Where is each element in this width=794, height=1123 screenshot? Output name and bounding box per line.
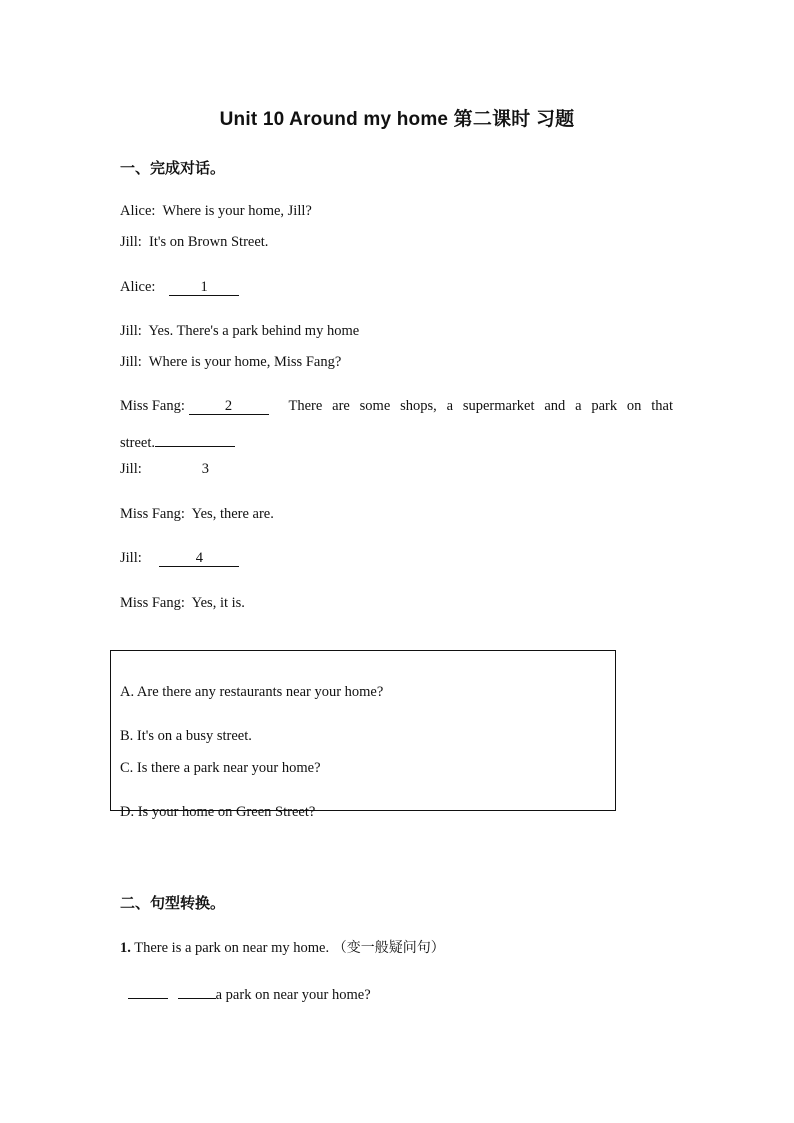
dialogue-line-7 — [120, 430, 235, 452]
question-1-answer — [128, 982, 371, 1004]
answer-blank-q1-a[interactable] — [128, 982, 168, 999]
dialogue-line-4 — [120, 323, 359, 340]
option-b: B. It's on a busy street. — [120, 728, 252, 744]
question-number: 1. — [120, 940, 131, 956]
line-text: Yes, it is. — [191, 595, 245, 611]
dialogue-line-11 — [120, 595, 245, 612]
page-title: Unit 10 Around my home 第二课时 习题 — [219, 109, 575, 130]
dialogue-line-6 — [120, 398, 673, 415]
speaker: Alice: — [120, 279, 156, 295]
speaker: Jill: — [120, 550, 142, 566]
dialogue-line-5 — [120, 354, 341, 371]
question-1 — [120, 937, 445, 957]
speaker: Jill: — [120, 234, 142, 250]
speaker: Miss Fang: — [120, 398, 185, 414]
speaker: Miss Fang: — [120, 506, 185, 522]
dialogue-line-10 — [120, 550, 239, 567]
question-instruction: （变一般疑问句） — [332, 940, 445, 956]
speaker: Alice: — [120, 203, 156, 219]
line-text: It's on Brown Street. — [149, 234, 269, 250]
line-text: Yes. There's a park behind my home — [148, 323, 360, 339]
line-text: There are some shops, a supermarket and a park on that — [288, 398, 673, 414]
speaker: Miss Fang: — [120, 595, 185, 611]
option-a: A. Are there any restaurants near your home? — [120, 684, 384, 700]
answer-tail: a park on near your home? — [215, 987, 371, 1003]
answer-blank-2-continued[interactable] — [155, 430, 235, 447]
option-d: D. Is your home on Green Street? — [120, 804, 316, 820]
answer-blank-q1-b[interactable] — [178, 982, 216, 999]
answer-blank-2[interactable]: 2 — [189, 398, 269, 415]
line-text: Where is your home, Jill? — [162, 203, 312, 219]
line-text: Yes, there are. — [191, 506, 274, 522]
section-2-heading: 二、句型转换。 — [120, 894, 226, 912]
section-1-heading: 一、完成对话。 — [120, 159, 226, 177]
line-text-justified — [289, 398, 674, 415]
answer-blank-1[interactable]: 1 — [169, 279, 239, 296]
dialogue-line-9 — [120, 506, 274, 523]
speaker: Jill: — [120, 354, 142, 370]
option-c: C. Is there a park near your home? — [120, 760, 321, 776]
dialogue-line-3 — [120, 279, 239, 296]
line-text: Where is your home, Miss Fang? — [148, 354, 342, 370]
answer-blank-3[interactable]: 3 — [201, 461, 210, 477]
question-text: There is a park on near my home. — [134, 940, 330, 956]
speaker: Jill: — [120, 323, 142, 339]
dialogue-line-1 — [120, 203, 312, 220]
speaker: Jill: — [120, 461, 142, 477]
dialogue-line-2 — [120, 234, 268, 251]
dialogue-line-8 — [120, 461, 225, 478]
answer-blank-4[interactable]: 4 — [159, 550, 239, 567]
line-text: street. — [120, 435, 156, 451]
